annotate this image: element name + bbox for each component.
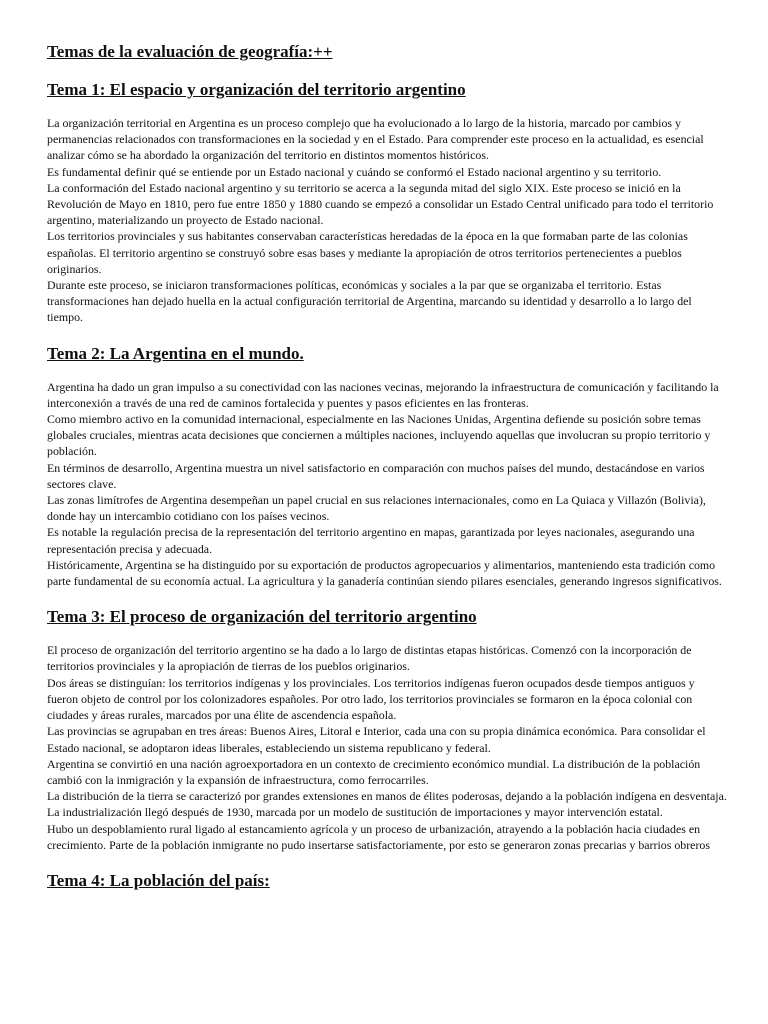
paragraph: La conformación del Estado nacional argentino y su territorio se acerca a la segunda mitad del siglo XIX. Este proceso se inició en la Revolución de Mayo en 1810, pero fue entre 1850 y 1880 cuando se empezó a consolidar un Estado Central unificado para todo el territorio argentino, materializando un proyecto de Estado nacional. [47,180,714,228]
paragraph: Es fundamental definir qué se entiende por un Estado nacional y cuándo se conformó el Estado nacional argentino y su territorio. [47,164,662,179]
section-tema-3 [47,605,727,853]
paragraph: Las zonas limítrofes de Argentina desempeñan un papel crucial en sus relaciones internacionales, como en La Quiaca y Villazón (Bolivia), donde hay un intercambio cotidiano con los países vecinos. [47,493,706,524]
paragraph: La organización territorial en Argentina es un proceso complejo que ha evolucionado a lo largo de la historia, marcado por cambios y permanencias relacionados con transformaciones en la sociedad y en el Estado. Para comprender este proceso en la actualidad, es esencial analizar cómo se ha abordado la organización del territorio en distintos momentos históricos. [47,116,704,163]
section-tema-4 [47,869,727,893]
paragraph: Es notable la regulación precisa de la representación del territorio argentino en mapas, garantizada por leyes nacionales, asegurando una representación precisa y adecuada. [47,525,695,556]
paragraph: Hubo un despoblamiento rural ligado al estancamiento agrícola y un proceso de urbanización, atrayendo a la población hacia ciudades en crecimiento. Parte de la población inmigrante no pudo insertarse satisfactoriamente, por esto se generaron zonas precarias y barrios obreros [47,821,710,852]
section-body [47,115,727,326]
section-tema-2 [47,342,727,590]
section-heading: Tema 1: El espacio y organización del territorio argentino [47,80,466,99]
section-heading: Tema 3: El proceso de organización del territorio argentino [47,607,477,627]
paragraph: Argentina se convirtió en una nación agroexportadora en un contexto de crecimiento económico mundial. La distribución de la población cambió con la inmigración y la expansión de infraestructura, como ferrocarriles. [47,756,701,787]
section-heading: Tema 2: La Argentina en el mundo. [47,343,304,363]
paragraph: El proceso de organización del territorio argentino se ha dado a lo largo de distintas etapas históricas. Comenzó con la incorporación de territorios provinciales y la apropiación de tierras de los pueblos originarios. [47,643,692,674]
paragraph: La distribución de la tierra se caracterizó por grandes extensiones en manos de élites poderosas, dejando a la población indígena en desventaja. La industrialización llegó después de 1930, marcada por un modelo de sustitución de importaciones y mayor intervención estatal. [47,789,727,820]
section-tema-1 [47,78,727,326]
paragraph: En términos de desarrollo, Argentina muestra un nivel satisfactorio en comparación con muchos países del mundo, destacándose en varios sectores clave. [47,460,705,491]
section-body [47,379,727,590]
paragraph: Dos áreas se distinguían: los territorios indígenas y los provinciales. Los territorios indígenas fueron ocupados desde tiempos antiguos y fueron objeto de control por los colonizadores españoles. Por otro lado, los territorios provinciales se formaron en la época colonial con ciudades y áreas rurales, marcados por una élite de ascendencia española. [47,675,695,723]
document-title: Temas de la evaluación de geografía:++ [47,42,333,61]
paragraph: Históricamente, Argentina se ha distinguido por su exportación de productos agropecuarios y alimentarios, manteniendo esta tradición como parte fundamental de su economía actual. La agricultura y la ganadería continúan siendo pilares esenciales, generando ingresos significativos. [47,557,722,589]
paragraph: Durante este proceso, se iniciaron transformaciones políticas, económicas y sociales a la par que se organizaba el territorio. Estas transformaciones han dejado huella en la actual configuración territorial de Argentina, marcando su identidad y desarrollo a lo largo del tiempo. [47,278,692,325]
paragraph: Como miembro activo en la comunidad internacional, especialmente en las Naciones Unidas, Argentina defiende su posición sobre temas globales cruciales, mientras acata decisiones que conciernen a múltiples naciones, incluyendo aquellas que involucran su propio territorio y población. [47,412,711,459]
section-heading: Tema 4: La población del país: [47,870,270,890]
section-body [47,642,727,853]
paragraph: Los territorios provinciales y sus habitantes conservaban características heredadas de la época en la que formaban parte de las colonias españolas. El territorio argentino se construyó sobre esas bases y mediante la apropiación de otros territorios pertenecientes a pueblos originarios. [47,229,688,276]
paragraph: Argentina ha dado un gran impulso a su conectividad con las naciones vecinas, mejorando la infraestructura de comunicación y facilitando la interconexión a través de una red de caminos fortalecida y puentes y pasos eficientes en las fronteras. [47,379,719,410]
document-page [47,40,727,906]
paragraph: Las provincias se agrupaban en tres áreas: Buenos Aires, Litoral e Interior, cada una con su propia dinámica económica. Para consolidar el Estado nacional, se adoptaron ideas liberales, estableciendo un sistema republicano y federal. [47,724,706,755]
